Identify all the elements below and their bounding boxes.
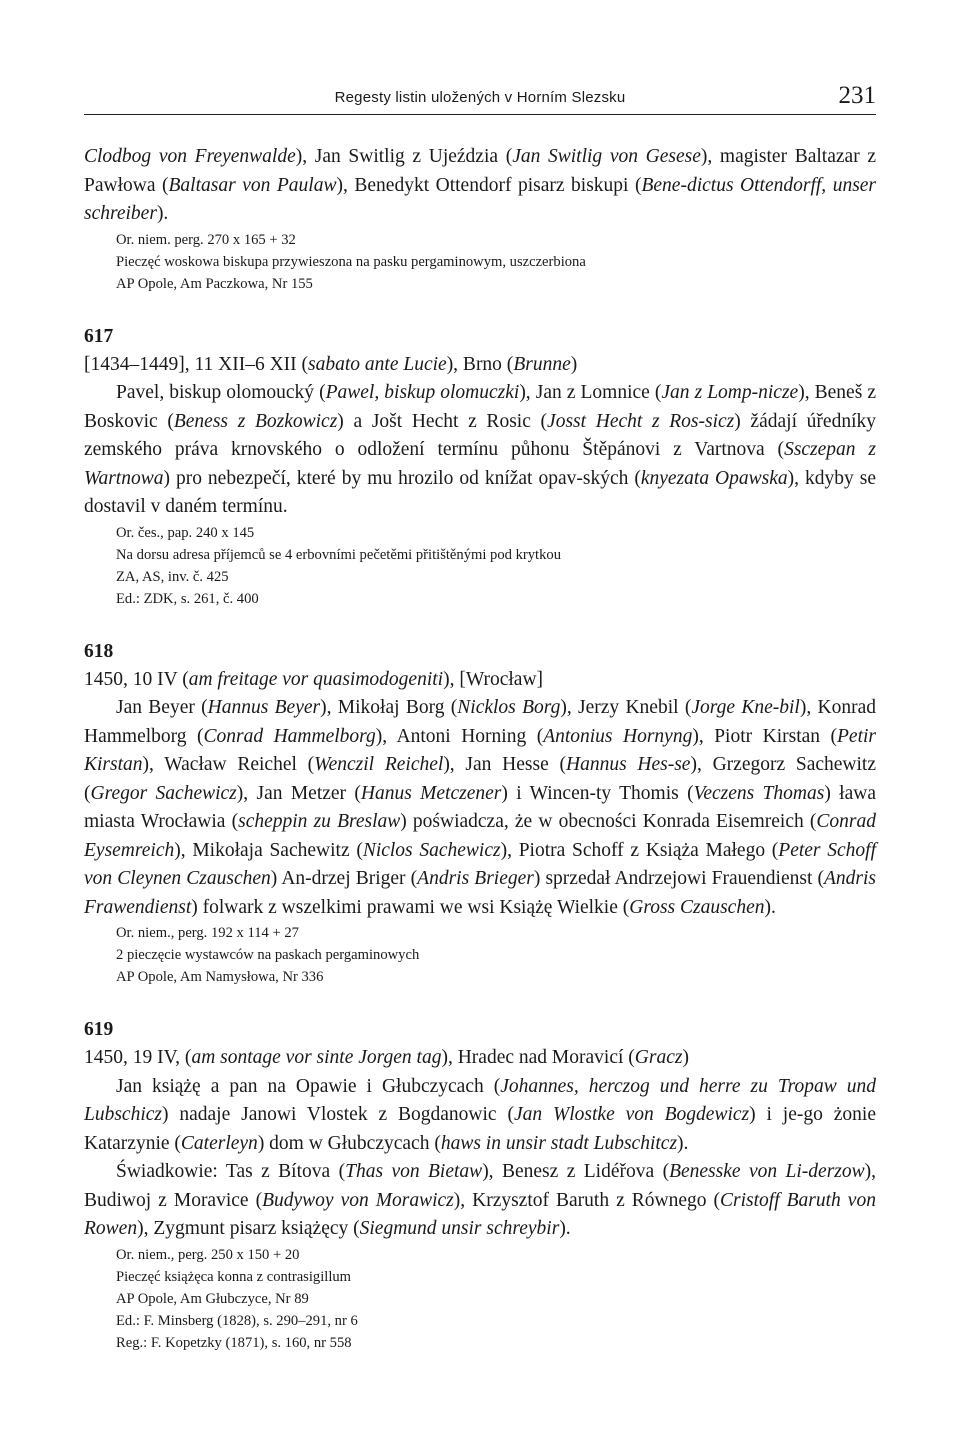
text-segment: Jorge Kne-bil bbox=[691, 697, 800, 718]
text-segment: Hanus Metczener bbox=[360, 782, 502, 804]
text-segment: Świadkowie: Tas z Bítova ( bbox=[116, 1161, 346, 1182]
meta-line: AP Opole, Am Namysłowa, Nr 336 bbox=[116, 969, 324, 985]
text-segment: ), [Wrocław] bbox=[443, 668, 544, 690]
meta-line: ZA, AS, inv. č. 425 bbox=[116, 568, 229, 585]
text-segment: ) ława miasta Wrocławia ( bbox=[84, 782, 876, 832]
text-segment: ) žádají úředníky zemského práva krnovského o odložení termínu půhonu Štěpánovi z Vartnova ( bbox=[84, 410, 876, 460]
text-segment: Conrad Hammelborg bbox=[203, 725, 376, 747]
text-segment: sabato ante Lucie bbox=[308, 353, 447, 375]
text-segment: Jan książę a pan na Opawie i Głubczycach ( bbox=[116, 1075, 501, 1097]
entry-date-line bbox=[84, 666, 876, 695]
meta-line: Reg.: F. Kopetzky (1871), s. 160, nr 558 bbox=[116, 1334, 352, 1351]
text-segment: Andris Brieger bbox=[417, 868, 534, 889]
text-segment: Hannus Hes-se bbox=[565, 754, 691, 775]
text-segment: Benesske von Li-derzow bbox=[669, 1161, 865, 1182]
text-segment: ). bbox=[156, 203, 169, 224]
text-segment: ), Beneš z Boskovic ( bbox=[84, 382, 876, 432]
text-segment: ) bbox=[570, 353, 578, 375]
entry-618 bbox=[84, 638, 876, 989]
text-segment: ) An-drzej Briger ( bbox=[270, 868, 418, 889]
text-segment: Caterleyn bbox=[180, 1132, 258, 1154]
text-segment: Niclos Sachewicz bbox=[362, 839, 501, 861]
text-segment: ) poświadcza, że w obecności Konrada Eisemreich ( bbox=[400, 811, 817, 832]
text-segment: Petir Kirstan bbox=[84, 725, 876, 775]
text-segment: 1450, 10 IV ( bbox=[84, 668, 189, 690]
meta-line: Or. niem., perg. 250 x 150 + 20 bbox=[116, 1246, 300, 1263]
text-segment: ), Antoni Horning ( bbox=[375, 725, 544, 747]
text-segment: am freitage vor quasimodogeniti bbox=[188, 668, 444, 690]
text-segment: haws in unsir stadt Lubschitcz bbox=[440, 1132, 678, 1154]
text-segment: Cristoff Baruth von Rowen bbox=[84, 1189, 876, 1239]
text-segment: ), magister Baltazar z Pawłowa ( bbox=[84, 146, 876, 196]
page-content bbox=[84, 143, 876, 1354]
text-segment: ) a Jošt Hecht z Rosic ( bbox=[337, 410, 548, 432]
text-segment: Bene-dictus Ottendorff, unser schreiber bbox=[84, 174, 877, 224]
text-segment: ), Jan Switlig z Ujeździa ( bbox=[295, 146, 513, 167]
entry-abstract bbox=[84, 694, 876, 922]
text-segment: ) i Wincen-ty Thomis ( bbox=[501, 782, 694, 804]
text-segment: Johannes, herczog und herre zu Tropaw und Lubschicz bbox=[84, 1075, 876, 1125]
entry-abstract bbox=[84, 379, 876, 522]
text-segment: Ssczepan z Wartnowa bbox=[84, 439, 876, 489]
text-segment: Antonius Hornyng bbox=[543, 725, 693, 747]
meta-line: Or. čes., pap. 240 x 145 bbox=[116, 524, 255, 541]
text-segment: Clodbog von Freyenwalde bbox=[84, 146, 296, 167]
text-segment: Josst Hecht z Ros-sicz bbox=[547, 410, 735, 432]
entry-date-line bbox=[84, 351, 876, 380]
text-segment: am sontage vor sinte Jorgen tag bbox=[191, 1047, 442, 1068]
text-segment: ), Hradec nad Moravicí ( bbox=[441, 1047, 635, 1068]
running-title: Regesty listin uložených v Horním Slezsku bbox=[334, 89, 626, 106]
text-segment: ), Benedykt Ottendorf pisarz biskupi ( bbox=[336, 174, 642, 196]
text-segment: Andris Frawendienst bbox=[84, 868, 876, 918]
meta-line: Ed.: ZDK, s. 261, č. 400 bbox=[116, 590, 259, 607]
text-segment: knyezata Opawska bbox=[640, 467, 788, 489]
entry-gap bbox=[84, 988, 876, 1016]
text-segment: ), Benesz z Lidéřova ( bbox=[482, 1161, 670, 1182]
text-segment: Nicklos Borg bbox=[457, 697, 561, 718]
text-segment: Hannus Beyer bbox=[207, 697, 321, 718]
meta-line: Pieczęć książęca konna z contrasigillum bbox=[116, 1268, 352, 1285]
entry-abstract bbox=[84, 143, 876, 229]
text-segment: ), Piotra Schoff z Książa Małego ( bbox=[500, 839, 779, 861]
text-segment: ). bbox=[559, 1218, 571, 1239]
text-segment: ). bbox=[764, 896, 776, 918]
entry-617 bbox=[84, 323, 876, 610]
entry-number: 618 bbox=[84, 640, 114, 662]
entry-619 bbox=[84, 1016, 876, 1354]
entry-date-line bbox=[84, 1044, 876, 1073]
text-segment: Jan z Lomp-nicze bbox=[661, 382, 799, 403]
meta-line: Pieczęć woskowa biskupa przywieszona na pasku pergaminowym, uszczerbiona bbox=[116, 253, 586, 270]
text-segment: ), Brno ( bbox=[446, 353, 514, 375]
text-segment: ), Krzysztof Baruth z Równego ( bbox=[453, 1189, 721, 1211]
text-segment: ) nadaje Janowi Vlostek z Bogdanowic ( bbox=[162, 1104, 514, 1125]
entry-gap bbox=[84, 610, 876, 638]
text-segment: Jan Beyer ( bbox=[116, 697, 208, 718]
entry-number: 619 bbox=[84, 1019, 114, 1040]
meta-line: AP Opole, Am Paczkowa, Nr 155 bbox=[116, 275, 313, 292]
text-segment: ). bbox=[677, 1132, 689, 1154]
text-segment: Jan Wlostke von Bogdewicz bbox=[513, 1104, 750, 1125]
text-segment: Wenczil Reichel bbox=[314, 754, 444, 775]
text-segment: ) pro nebezpečí, které by mu hrozilo od knížat opav-ských ( bbox=[163, 467, 641, 489]
text-segment: scheppin zu Breslaw bbox=[238, 811, 401, 832]
entry-abstract bbox=[84, 1073, 876, 1159]
text-segment: Brunne bbox=[513, 353, 571, 375]
text-segment: ), Grzegorz Sachewitz ( bbox=[84, 754, 876, 804]
text-segment: Beness z Bozkowicz bbox=[173, 410, 338, 432]
text-segment: ), Jan z Lomnice ( bbox=[519, 382, 662, 403]
text-segment: [1434–1449], 11 XII–6 XII ( bbox=[84, 353, 309, 375]
text-segment: ) dom w Głubczycach ( bbox=[257, 1132, 441, 1154]
text-segment: Conrad Eysemreich bbox=[84, 811, 876, 861]
entry-number: 617 bbox=[84, 325, 114, 347]
text-segment: ), Jan Metzer ( bbox=[236, 782, 361, 804]
text-segment: 1450, 19 IV, ( bbox=[84, 1047, 192, 1068]
text-segment: ), Budiwoj z Moravice ( bbox=[84, 1161, 876, 1211]
meta-line: Or. niem. perg. 270 x 165 + 32 bbox=[116, 231, 296, 248]
text-segment: ), Mikołaj Borg ( bbox=[320, 697, 458, 718]
text-segment: Gracz bbox=[634, 1047, 683, 1068]
text-segment: Gross Czauschen bbox=[629, 896, 765, 918]
text-segment: ) i je-go żonie Katarzynie ( bbox=[84, 1104, 876, 1154]
meta-line: AP Opole, Am Głubczyce, Nr 89 bbox=[116, 1290, 309, 1307]
text-segment: Siegmund unsir schreybir bbox=[359, 1218, 560, 1239]
text-segment: ), Konrad Hammelborg ( bbox=[84, 697, 876, 747]
text-segment: Jan Switlig von Gesese bbox=[512, 146, 701, 167]
meta-line: 2 pieczęcie wystawców na paskach pergaminowych bbox=[116, 947, 420, 963]
text-segment: ), Jerzy Knebil ( bbox=[560, 697, 692, 718]
page-number: 231 bbox=[838, 82, 876, 109]
text-segment: Baltasar von Paulaw bbox=[168, 174, 337, 196]
text-segment: ) bbox=[682, 1047, 689, 1068]
text-segment: ), Zygmunt pisarz książęcy ( bbox=[137, 1218, 360, 1239]
text-segment: ), kdyby se dostavil v daném termínu. bbox=[84, 467, 876, 517]
text-segment: ), Mikołaja Sachewitz ( bbox=[174, 839, 363, 861]
text-segment: ), Piotr Kirstan ( bbox=[692, 725, 837, 747]
continued-entry bbox=[84, 143, 876, 295]
text-segment: ), Jan Hesse ( bbox=[443, 754, 566, 775]
text-segment: Gregor Sachewicz bbox=[90, 782, 237, 804]
running-header bbox=[84, 84, 876, 115]
meta-line: Na dorsu adresa příjemců se 4 erbovními pečetěmi přitištěnými pod krytkou bbox=[116, 546, 561, 563]
meta-line: Or. niem., perg. 192 x 114 + 27 bbox=[116, 925, 299, 941]
text-segment: ) sprzedał Andrzejowi Frauendienst ( bbox=[533, 868, 824, 889]
entries-list bbox=[84, 295, 876, 1354]
text-segment: Pavel, biskup olomoucký ( bbox=[116, 382, 326, 403]
text-segment: Thas von Bietaw bbox=[345, 1161, 483, 1182]
text-segment: Budywoy von Morawicz bbox=[262, 1189, 454, 1211]
text-segment: ) folwark z wszelkimi prawami we wsi Książę Wielkie ( bbox=[191, 896, 630, 918]
text-segment: ), Wacław Reichel ( bbox=[142, 754, 315, 775]
text-segment: Pawel, biskup olomuczki bbox=[325, 382, 520, 403]
entry-gap bbox=[84, 295, 876, 323]
text-segment: Peter Schoff von Cleynen Czauschen bbox=[84, 839, 876, 889]
meta-line: Ed.: F. Minsberg (1828), s. 290–291, nr 6 bbox=[116, 1312, 358, 1329]
entry-abstract bbox=[84, 1158, 876, 1244]
text-segment: Veczens Thomas bbox=[693, 782, 825, 804]
